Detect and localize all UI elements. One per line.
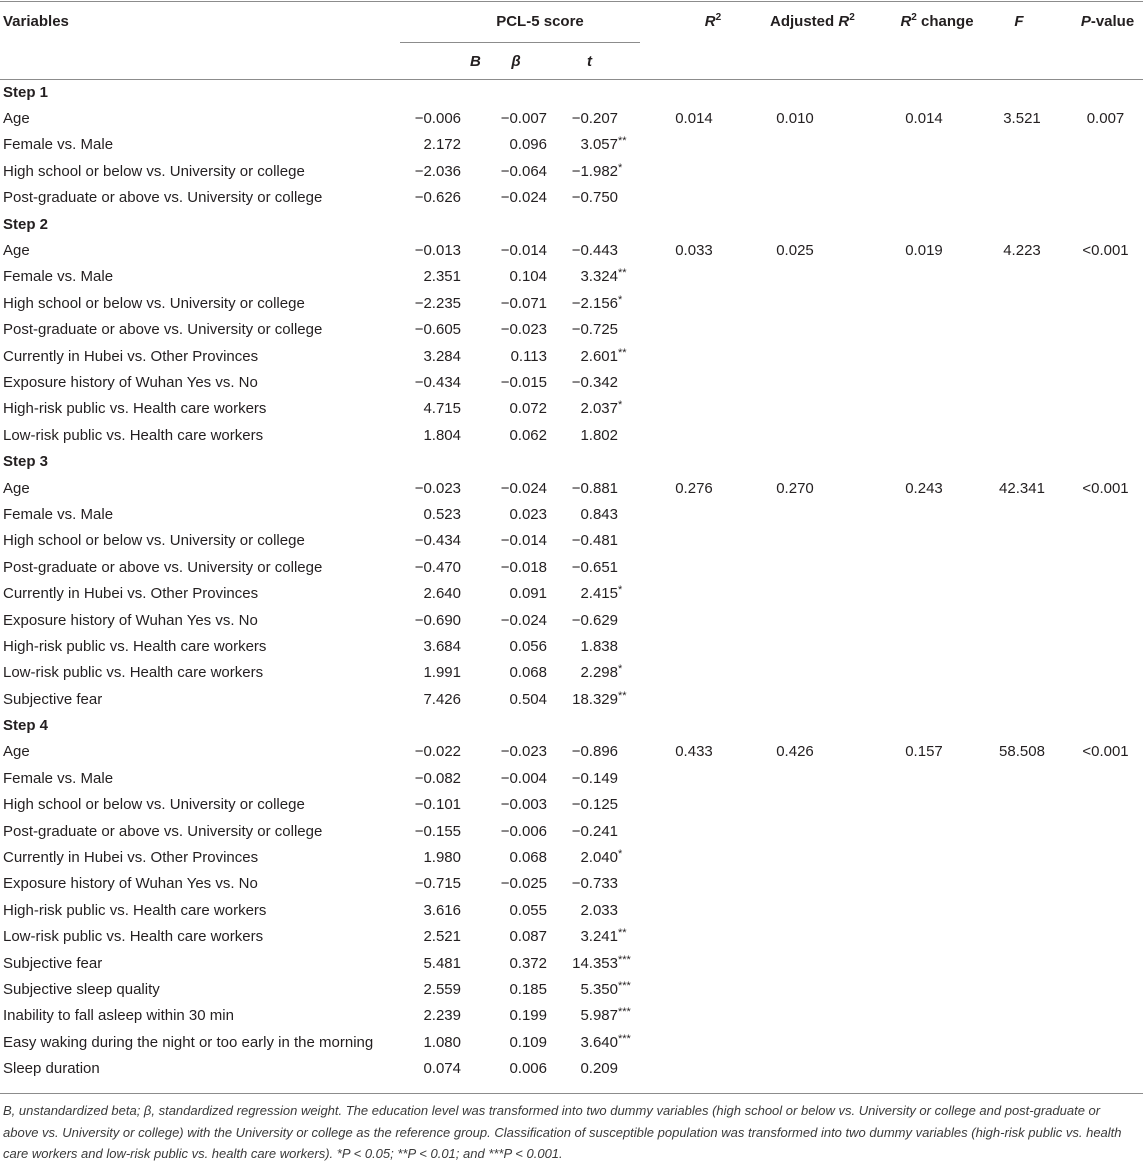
table-row <box>0 1029 1143 1055</box>
t-value: −0.881 <box>571 479 618 497</box>
r2-change-value: 0.019 <box>905 242 943 260</box>
variable-name: High-risk public vs. Health care workers <box>3 637 267 655</box>
t-value-cell <box>547 818 640 844</box>
variable-name: Female vs. Male <box>3 268 114 286</box>
significance-stars: *** <box>618 979 631 992</box>
b-value: −2.036 <box>414 162 461 180</box>
beta-value: 0.104 <box>509 268 547 286</box>
p-value: <0.001 <box>1082 242 1129 260</box>
table-row <box>0 633 1143 659</box>
table-row <box>0 264 1143 290</box>
table-row <box>0 660 1143 686</box>
header-t: t <box>547 43 640 80</box>
t-value: −0.725 <box>571 321 618 339</box>
beta-value: −0.024 <box>500 479 547 497</box>
t-value: 1.838 <box>580 637 618 655</box>
header-p-value: P-value <box>1080 12 1135 30</box>
beta-value: −0.014 <box>500 532 547 550</box>
t-value-cell <box>547 237 640 263</box>
beta-value: −0.003 <box>500 796 547 814</box>
table-row <box>0 818 1143 844</box>
step-row <box>0 448 1143 474</box>
beta-value: −0.024 <box>500 611 547 629</box>
header-f: F <box>1014 12 1024 30</box>
b-value: 2.351 <box>423 268 461 286</box>
t-value: −2.156 <box>571 294 618 312</box>
variable-name: Inability to fall asleep within 30 min <box>3 1007 234 1025</box>
significance-stars: ** <box>618 927 627 940</box>
beta-value: 0.055 <box>509 901 547 919</box>
variable-name: Low-risk public vs. Health care workers <box>3 426 264 444</box>
header-adjusted-r2: Adjusted $R^2$ <box>770 12 855 31</box>
t-value: −0.651 <box>571 558 618 576</box>
b-value: 7.426 <box>423 690 461 708</box>
table-bottom-rule <box>0 1093 1143 1094</box>
b-value: −0.023 <box>414 479 461 497</box>
table-row <box>0 132 1143 158</box>
adjusted-r2-value: 0.025 <box>776 242 814 260</box>
beta-value: −0.023 <box>500 743 547 761</box>
t-value-cell <box>547 422 640 448</box>
table-row <box>0 369 1143 395</box>
variable-name: Post-graduate or above vs. University or college <box>3 189 323 207</box>
t-value: 2.040 <box>580 849 618 867</box>
beta-value: 0.068 <box>509 849 547 867</box>
b-value: −0.022 <box>414 743 461 761</box>
header-r2: $R^2$ <box>704 12 722 31</box>
t-value: −0.149 <box>571 769 618 787</box>
variable-name: Female vs. Male <box>3 505 114 523</box>
variable-name: Age <box>3 479 30 497</box>
t-value-cell <box>547 660 640 686</box>
t-value: −0.733 <box>571 875 618 893</box>
t-value-cell <box>547 686 640 712</box>
t-value-cell <box>547 950 640 976</box>
t-value: 18.329 <box>572 690 618 708</box>
b-value: −0.690 <box>414 611 461 629</box>
b-value: 3.616 <box>423 901 461 919</box>
t-value-cell <box>547 264 640 290</box>
t-value: −1.982 <box>571 162 618 180</box>
b-value: −0.715 <box>414 875 461 893</box>
b-value: −0.626 <box>414 189 461 207</box>
adjusted-r2-value: 0.426 <box>776 743 814 761</box>
significance-stars: ** <box>618 267 627 280</box>
t-value: 2.298 <box>580 664 618 682</box>
b-value: 2.521 <box>423 928 461 946</box>
significance-stars: * <box>618 848 623 861</box>
variable-name: High school or below vs. University or college <box>3 162 305 180</box>
f-value: 42.341 <box>999 479 1045 497</box>
step-label: Step 2 <box>3 215 49 233</box>
beta-value: −0.024 <box>500 189 547 207</box>
b-value: −2.235 <box>414 294 461 312</box>
table-row <box>0 897 1143 923</box>
b-value: 3.284 <box>423 347 461 365</box>
variable-name: Currently in Hubei vs. Other Provinces <box>3 585 259 603</box>
b-value: 0.074 <box>423 1060 461 1078</box>
b-value: −0.101 <box>414 796 461 814</box>
t-value: −0.125 <box>571 796 618 814</box>
b-value: −0.006 <box>414 110 461 128</box>
b-value: −0.155 <box>414 822 461 840</box>
beta-value: −0.018 <box>500 558 547 576</box>
table-row <box>0 1055 1143 1081</box>
table-row <box>0 607 1143 633</box>
t-value-cell <box>547 528 640 554</box>
t-value-cell <box>547 396 640 422</box>
b-value: 2.559 <box>423 980 461 998</box>
header-r2-change: $R^2$ change <box>900 12 974 31</box>
significance-stars: *** <box>618 953 631 966</box>
table-row <box>0 105 1143 131</box>
table-row <box>0 792 1143 818</box>
f-value: 3.521 <box>1003 110 1041 128</box>
t-value-cell <box>547 105 640 131</box>
t-value: 5.350 <box>580 980 618 998</box>
b-value: 1.804 <box>423 426 461 444</box>
t-value-cell <box>547 871 640 897</box>
beta-value: −0.006 <box>500 822 547 840</box>
variable-name: Post-graduate or above vs. University or college <box>3 558 323 576</box>
variable-name: Subjective sleep quality <box>3 980 160 998</box>
adjusted-r2-value: 0.270 <box>776 479 814 497</box>
r2-value: 0.433 <box>675 743 713 761</box>
t-value: 1.802 <box>580 426 618 444</box>
t-value-cell <box>547 554 640 580</box>
table-row <box>0 924 1143 950</box>
table-row <box>0 844 1143 870</box>
b-value: −0.605 <box>414 321 461 339</box>
b-value: −0.470 <box>414 558 461 576</box>
variable-name: Age <box>3 110 30 128</box>
t-value-cell <box>547 1055 640 1081</box>
header-variables: Variables <box>3 12 69 30</box>
t-value: 0.843 <box>580 505 618 523</box>
r2-value: 0.014 <box>675 110 713 128</box>
t-value-cell <box>547 501 640 527</box>
t-value-cell <box>547 580 640 606</box>
t-value: −0.342 <box>571 373 618 391</box>
beta-value: 0.006 <box>509 1060 547 1078</box>
f-value: 4.223 <box>1003 242 1041 260</box>
t-value-cell <box>547 132 640 158</box>
t-value: 0.209 <box>580 1060 618 1078</box>
b-value: 5.481 <box>423 954 461 972</box>
b-value: −0.013 <box>414 242 461 260</box>
p-value: <0.001 <box>1082 743 1129 761</box>
b-value: −0.082 <box>414 769 461 787</box>
t-value-cell <box>547 475 640 501</box>
beta-value: 0.072 <box>509 400 547 418</box>
header-pcl5-score: PCL-5 score <box>496 12 584 30</box>
beta-value: −0.023 <box>500 321 547 339</box>
t-value-cell <box>547 765 640 791</box>
table-row <box>0 396 1143 422</box>
b-value: 3.684 <box>423 637 461 655</box>
b-value: −0.434 <box>414 532 461 550</box>
variable-name: Subjective fear <box>3 954 103 972</box>
variable-name: Currently in Hubei vs. Other Provinces <box>3 849 259 867</box>
t-value-cell <box>547 369 640 395</box>
beta-value: −0.014 <box>500 242 547 260</box>
beta-value: −0.004 <box>500 769 547 787</box>
step-label: Step 4 <box>3 717 49 735</box>
b-value: 1.980 <box>423 849 461 867</box>
variable-name: Female vs. Male <box>3 136 114 154</box>
variable-name: Female vs. Male <box>3 769 114 787</box>
table-row <box>0 343 1143 369</box>
variable-name: Low-risk public vs. Health care workers <box>3 928 264 946</box>
b-value: 4.715 <box>423 400 461 418</box>
t-value: −0.629 <box>571 611 618 629</box>
table-row <box>0 475 1143 501</box>
beta-value: 0.056 <box>509 637 547 655</box>
beta-value: 0.062 <box>509 426 547 444</box>
t-value: 2.037 <box>580 400 618 418</box>
step-row <box>0 712 1143 738</box>
t-value-cell <box>547 897 640 923</box>
table-row <box>0 976 1143 1002</box>
t-value: 2.415 <box>580 585 618 603</box>
table-row <box>0 554 1143 580</box>
beta-value: 0.091 <box>509 585 547 603</box>
p-value: 0.007 <box>1086 110 1125 128</box>
header-beta: β <box>463 43 547 80</box>
significance-stars: * <box>618 161 623 174</box>
t-value-cell <box>547 607 640 633</box>
beta-value: −0.015 <box>500 373 547 391</box>
b-value: 1.991 <box>423 664 461 682</box>
beta-value: 0.096 <box>509 136 547 154</box>
t-value: 5.987 <box>580 1007 618 1025</box>
t-value-cell <box>547 739 640 765</box>
beta-value: 0.109 <box>509 1033 547 1051</box>
header-b: B <box>400 43 463 80</box>
table-row <box>0 422 1143 448</box>
t-value-cell <box>547 844 640 870</box>
variable-name: Post-graduate or above vs. University or college <box>3 822 323 840</box>
variable-name: Exposure history of Wuhan Yes vs. No <box>3 611 258 629</box>
b-value: 0.523 <box>423 505 461 523</box>
f-value: 58.508 <box>999 743 1045 761</box>
table-row <box>0 686 1143 712</box>
table-row <box>0 158 1143 184</box>
t-value: 2.601 <box>580 347 618 365</box>
t-value: −0.207 <box>571 110 618 128</box>
significance-stars: * <box>618 399 623 412</box>
table-row <box>0 237 1143 263</box>
b-value: 1.080 <box>423 1033 461 1051</box>
beta-value: 0.023 <box>509 505 547 523</box>
variable-name: Currently in Hubei vs. Other Provinces <box>3 347 259 365</box>
t-value-cell <box>547 633 640 659</box>
beta-value: 0.372 <box>509 954 547 972</box>
beta-value: 0.504 <box>509 690 547 708</box>
t-value-cell <box>547 158 640 184</box>
significance-stars: ** <box>618 346 627 359</box>
beta-value: −0.064 <box>500 162 547 180</box>
variable-name: Sleep duration <box>3 1060 100 1078</box>
table-row <box>0 871 1143 897</box>
b-value: 2.239 <box>423 1007 461 1025</box>
significance-stars: * <box>618 663 623 676</box>
table-row <box>0 580 1143 606</box>
table-row <box>0 1003 1143 1029</box>
header-bottom-rule <box>0 79 1143 80</box>
beta-value: 0.199 <box>509 1007 547 1025</box>
beta-value: −0.025 <box>500 875 547 893</box>
significance-stars: ** <box>618 689 627 702</box>
t-value: 3.241 <box>580 928 618 946</box>
step-label: Step 3 <box>3 453 49 471</box>
t-value: 3.057 <box>580 136 618 154</box>
step-label: Step 1 <box>3 83 49 101</box>
t-value: 14.353 <box>572 954 618 972</box>
p-value: <0.001 <box>1082 479 1129 497</box>
table-row <box>0 739 1143 765</box>
variable-name: Subjective fear <box>3 690 103 708</box>
t-value-cell <box>547 317 640 343</box>
significance-stars: *** <box>618 1032 631 1045</box>
r2-change-value: 0.014 <box>905 110 943 128</box>
t-value-cell <box>547 185 640 211</box>
table-row <box>0 528 1143 554</box>
variable-name: Easy waking during the night or too early in the morning <box>3 1033 374 1051</box>
beta-value: 0.113 <box>510 347 547 365</box>
t-value-cell <box>547 976 640 1002</box>
significance-stars: * <box>618 584 623 597</box>
variable-name: High school or below vs. University or college <box>3 294 305 312</box>
step-row <box>0 211 1143 237</box>
table-row <box>0 501 1143 527</box>
t-value-cell <box>547 1003 640 1029</box>
variable-name: High-risk public vs. Health care workers <box>3 901 267 919</box>
t-value: 3.640 <box>580 1033 618 1051</box>
t-value: −0.750 <box>571 189 618 207</box>
beta-value: −0.007 <box>500 110 547 128</box>
beta-value: −0.071 <box>500 294 547 312</box>
table-row <box>0 290 1143 316</box>
variable-name: Exposure history of Wuhan Yes vs. No <box>3 373 258 391</box>
b-value: 2.640 <box>423 585 461 603</box>
table-footnote: B, unstandardized beta; β, standardized regression weight. The education level was transformed into two dummy variables (high school or below vs. University or college and post-graduate or above vs. University or college) with the University or college as the reference group. Classification of susceptible population was transformed into two dummy variables (high-risk public vs. health care workers and low-risk public vs. health care workers). *P < 0.05; **P < 0.01; and ***P < 0.001. <box>3 1103 1122 1161</box>
beta-value: 0.087 <box>509 928 547 946</box>
variable-name: High school or below vs. University or college <box>3 796 305 814</box>
table-body <box>0 79 1143 1082</box>
variable-name: Age <box>3 743 30 761</box>
significance-stars: *** <box>618 1006 631 1019</box>
t-value: 3.324 <box>580 268 618 286</box>
t-value: −0.241 <box>571 822 618 840</box>
variable-name: Age <box>3 242 30 260</box>
beta-value: 0.185 <box>509 980 547 998</box>
b-value: 2.172 <box>423 136 461 154</box>
table-row <box>0 765 1143 791</box>
t-value: −0.481 <box>571 532 618 550</box>
variable-name: Post-graduate or above vs. University or college <box>3 321 323 339</box>
significance-stars: ** <box>618 135 627 148</box>
beta-value: 0.068 <box>509 664 547 682</box>
t-value: −0.896 <box>571 743 618 761</box>
t-value-cell <box>547 792 640 818</box>
variable-name: Low-risk public vs. Health care workers <box>3 664 264 682</box>
b-value: −0.434 <box>414 373 461 391</box>
table-row <box>0 950 1143 976</box>
r2-change-value: 0.243 <box>905 479 943 497</box>
t-value-cell <box>547 924 640 950</box>
t-value: 2.033 <box>580 901 618 919</box>
t-value-cell <box>547 290 640 316</box>
step-row <box>0 79 1143 105</box>
table-row <box>0 185 1143 211</box>
t-value: −0.443 <box>571 242 618 260</box>
variable-name: High school or below vs. University or college <box>3 532 305 550</box>
significance-stars: * <box>618 293 623 306</box>
r2-change-value: 0.157 <box>905 743 943 761</box>
adjusted-r2-value: 0.010 <box>776 110 814 128</box>
t-value-cell <box>547 1029 640 1055</box>
variable-name: High-risk public vs. Health care workers <box>3 400 267 418</box>
variable-name: Exposure history of Wuhan Yes vs. No <box>3 875 258 893</box>
table-row <box>0 317 1143 343</box>
r2-value: 0.276 <box>675 479 713 497</box>
r2-value: 0.033 <box>675 242 713 260</box>
t-value-cell <box>547 343 640 369</box>
